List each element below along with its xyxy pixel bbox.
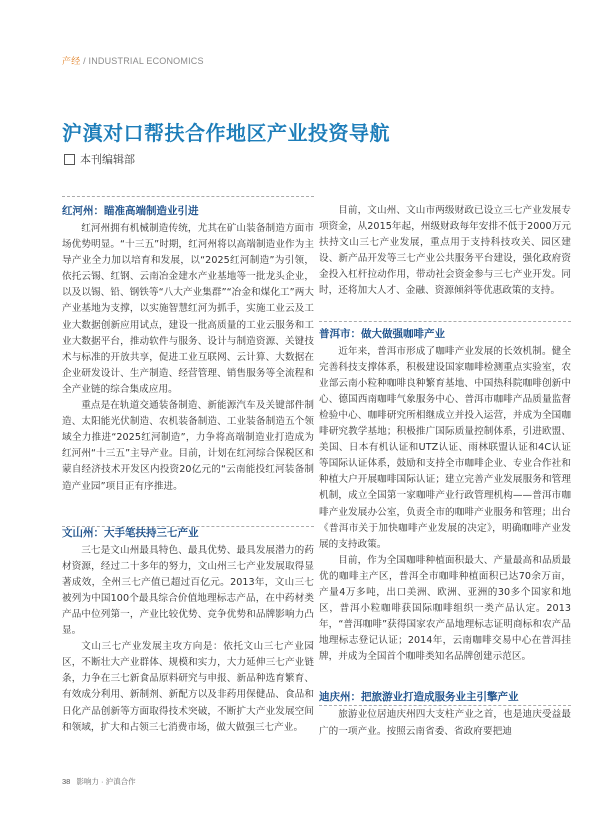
paragraph: 红河州拥有机械制造传统，尤其在矿山装备制造方面市场优势明显。“十三五”时期，红河州将以高端制造业作为主导产业全力加以培育和发展，以“2025红河制造”为引领，依托云锡、红钢、云南冶金建水产业基地等一批龙头企业，以及以锡、铅、钢铁等“八大产业集群”“冶金和煤化工”两大产业基地为支撑，以实施智慧红河为抓手，实施工业云及工业大数据创新应用试点，建设一批高质量的工业云服务和工业大数据平台，推动软件与服务、设计与制造资源、关键技术与标准的开放共享，促进工业互联网、云计算、大数据在企业研发设计、生产制造、经营管理、销售服务等全流程和全产业链的综合集成应用。 [62,223,314,395]
section-puer [319,326,571,666]
page-footer [62,776,136,787]
magazine-name: 影响力 · 沪滇合作 [76,777,136,786]
section-heading: 文山州：大手笔扶持三七产业 [62,526,199,539]
section-tag-cn: 产经 [62,56,81,66]
paragraph: 三七是文山州最具特色、最具优势、最具发展潜力的药材资源，经过二十多年的努力，文山州三七产业发展取得显著成效，全州三七产值已超过百亿元。2013年，文山三七被列为中国100个最具综合价值地理标志产品，在中药材类产品中位列第一，产业比较优势、竞争优势和品牌影响力凸显。 [62,544,314,637]
author-line [64,151,135,167]
article-title: 沪滇对口帮扶合作地区产业投资导航 [62,121,390,145]
section-diqing [319,689,571,739]
column-left [62,203,314,736]
paragraph: 近年来，普洱市形成了咖啡产业发展的长效机制。健全完善科技支撑体系，积极建设国家咖啡检测重点实验室，农业部云南小粒种咖啡良种繁育基地、中国热科院咖啡创新中心、德国西南咖啡气象服务中心、普洱市咖啡产品质量监督检验中心、咖啡研究所相继成立并投入运营，并成为全国咖啡研究教学基地；积极推广国际质量控制体系，引进欧盟、美国、日本有机认证和UTZ认证、雨林联盟认证和4C认证等国际认证体系，鼓励和支持全市咖啡企业、专业合作社和种植大户开展咖啡国际认证；建立完善产业发展服务和管理机制，成立全国第一家咖啡产业行政管理机构——普洱市咖啡产业发展办公室，负责全市的咖啡产业服务和管理；出台《普洱市关于加快咖啡产业发展的决定》，明确咖啡产业发展的支持政策。 [319,345,571,550]
section-heading: 红河州：瞄准高端制造业引进 [62,205,199,217]
page-number: 38 [62,777,71,786]
section-tag-en: / INDUSTRIAL ECONOMICS [83,56,204,66]
paragraph: 目前，文山州、文山市两级财政已设立三七产业发展专项资金，从2015年起，州级财政每年安排不低于2000万元扶持文山三七产业发展，重点用于支持科技攻关、园区建设、新产品开发等三七产业公共服务平台建设，强化政府资金投入杠杆拉动作用，带动社会资金参与三七产业开发。同时，还将加大人才、金融、资源倾斜等优惠政策的支持。 [319,205,571,297]
section-heading: 迪庆州：把旅游业打造成服务业主引擎产业 [319,691,519,704]
paragraph: 目前，作为全国咖啡种植面积最大、产量最高和品质最优的咖啡主产区，普洱全市咖啡种植面积已达70余万亩，产量4万多吨，出口美洲、欧洲、亚洲的30多个国家和地区，普洱小粒咖啡获国际咖啡组织一类产品认定。2013年，“普洱咖啡”获得国家农产品地理标志证明商标和农产品地理标志登记认证；2014年，云南咖啡交易中心在普洱挂牌，并成为全国首个咖啡类知名品牌创建示范区。 [319,554,571,663]
paragraph: 旅游业位居迪庆州四大支柱产业之首，也是迪庆受益最广的一项产业。按照云南省委、省政府要把迪 [319,709,571,737]
author-name: 本刊编辑部 [80,153,135,166]
paragraph: 重点是在轨道交通装备制造、新能源汽车及关键部件制造、太阳能光伏制造、农机装备制造、工业装备制造五个领域全力推进“2025红河制造”，力争将高端制造业打造成为红河州“十三五”主导产业。目前，计划在红河综合保税区和蒙自经济技术开发区内投资20亿元的“云南能投红河装备制造产业园”项目正有序推进。 [62,400,314,492]
section-tag [62,54,204,67]
section-wenshan [62,525,314,736]
section-honghe [62,203,314,495]
divider-left-top [62,196,314,197]
paragraph: 文山三七产业发展主攻方向是：依托文山三七产业园区，不断壮大产业群体、规模和实力，大力延伸三七产业链条，力争在三七新食品原料研究与申报、新品种选育繁育、有效成分利用、新制剂、新配方以及非药用保健品、食品和日化产品创新等方面取得技术突破，不断扩大产业发展空间和领域，扩大和占领三七消费市场，做大做强三七产业。 [62,641,314,733]
column-right [319,203,571,740]
section-heading: 普洱市：做大做强咖啡产业 [319,327,445,340]
checkbox-square-icon [64,154,75,165]
